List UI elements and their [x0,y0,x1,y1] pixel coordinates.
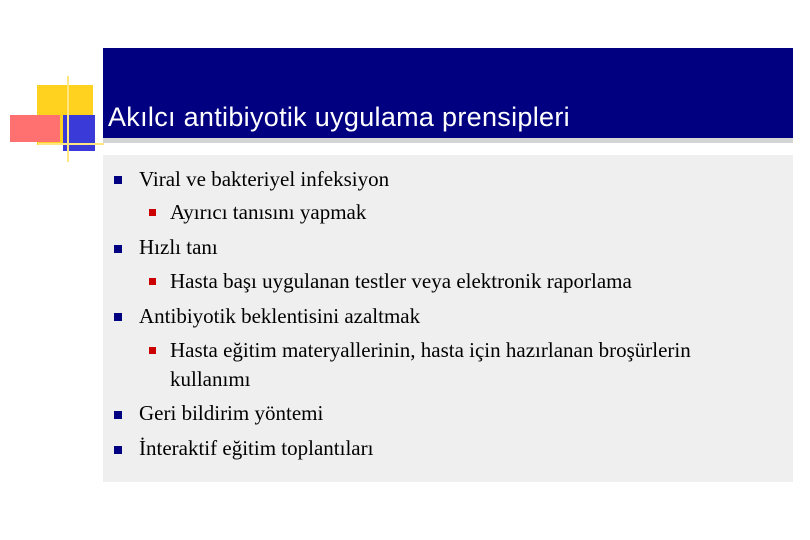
bullet-marker [114,176,122,184]
sub-list-item: Hasta eğitim materyallerinin, hasta için hazırlanan broşürlerin [170,338,691,362]
sub-bullet-marker [149,209,156,216]
slide-title: Akılcı antibiyotik uygulama prensipleri [108,102,570,132]
sub-bullet-marker [149,278,156,285]
sub-list-item: Hasta başı uygulanan testler veya elektronik raporlama [170,269,632,293]
logo-vertical-line [67,76,69,162]
sub-list-item: Ayırıcı tanısını yapmak [170,200,367,224]
list-item: Viral ve bakteriyel infeksiyon [139,167,390,191]
bullet-marker [114,245,122,253]
bullet-marker [114,313,122,321]
list-item: Geri bildirim yöntemi [139,401,324,425]
logo-horizontal-line [38,143,104,145]
logo-red-square [10,115,60,142]
title-underline [103,138,793,143]
list-item: Hızlı tanı [139,235,218,259]
bullet-marker [114,446,122,454]
bullet-marker [114,411,122,419]
sub-bullet-marker [149,347,156,354]
list-item: Antibiyotik beklentisini azaltmak [139,304,421,328]
list-item: İnteraktif eğitim toplantıları [139,436,374,460]
sub-list-item-continuation: kullanımı [170,367,251,391]
